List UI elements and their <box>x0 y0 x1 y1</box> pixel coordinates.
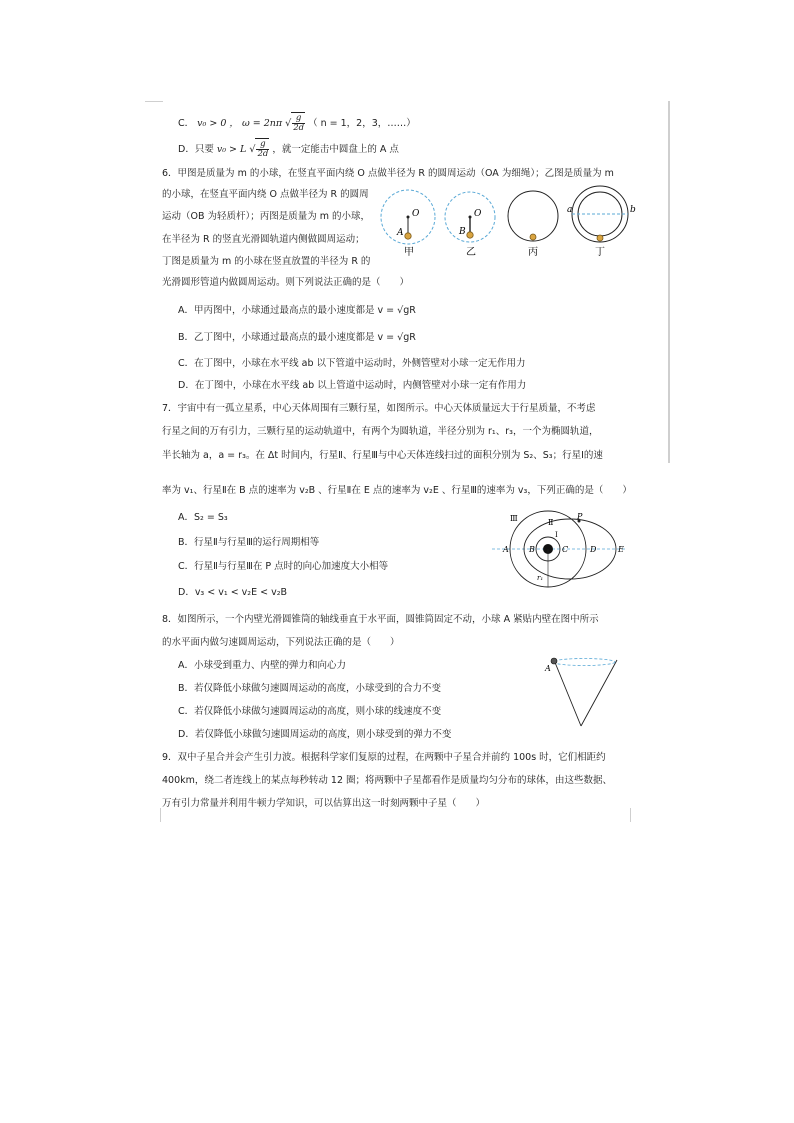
fig-bing <box>508 191 558 258</box>
q5-option-d: D．只要 v₀ > L √ $\frac{g}{2d}$ ，就一定能击中圆盘上的 A 点 <box>178 139 399 159</box>
label-b: b <box>630 205 636 215</box>
scan-edge-right <box>668 101 670 463</box>
q7-option-b: B．行星Ⅱ与行星Ⅲ的运行周期相等 <box>178 537 320 548</box>
q9-stem-line1: 9．双中子星合并会产生引力波。根据科学家们复原的过程，在两颗中子星合并前约 100s 时，它们相距约 <box>162 752 606 763</box>
q7-stem-line3: 半长轴为 a，a = r₃。在 Δt 时间内，行星Ⅱ、行星Ⅲ与中心天体连线扫过的面积分别为 S₂、S₃；行星Ⅰ的速 <box>162 450 603 461</box>
q9-stem-line3: 万有引力常量并利用牛顿力学知识，可以估算出这一时刻两颗中子星（ ） <box>162 798 486 809</box>
q5-option-c: C． v₀ > 0 ， ω = 2nπ √ $\frac{g}{2d}$ （ n = 1，2，3，……） <box>178 113 416 133</box>
label-a: a <box>567 205 573 215</box>
label-d: D <box>590 545 597 554</box>
q6-stem-line5: 丁图是质量为 m 的小球在竖直放置的半径为 R 的 <box>162 256 371 267</box>
q8-option-d: D．若仅降低小球做匀速圆周运动的高度，则小球受到的弹力不变 <box>178 729 452 740</box>
q6-option-d: D．在丁图中，小球在水平线 ab 以上管道中运动时，内侧管壁对小球一定有作用力 <box>178 380 527 391</box>
q8-stem-line2: 的水平面内做匀速圆周运动，下列说法正确的是（ ） <box>162 637 400 648</box>
q6-figure <box>375 183 640 265</box>
fig-ding <box>567 186 636 258</box>
label-r1: r₁ <box>537 574 544 582</box>
label-o: O <box>474 209 482 219</box>
q7-stem-line2: 行星之间的万有引力，三颗行星的运动轨道中，有两个为圆轨道，半径分别为 r₁、r₃，一个为椭圆轨道， <box>162 426 599 437</box>
label-bing: 丙 <box>528 247 538 258</box>
label-c: C <box>562 545 569 554</box>
q6-stem-line4: 在半径为 R 的竖直光滑圆轨道内侧做圆周运动； <box>162 234 365 245</box>
q7-option-c: C．行星Ⅱ与行星Ⅲ在 P 点时的向心加速度大小相等 <box>178 561 389 572</box>
q7-option-a: A．S₂ = S₃ <box>178 512 228 523</box>
q6-stem-line3: 运动（OB 为轻质杆）；丙图是质量为 m 的小球， <box>162 211 371 222</box>
q7-orbit-figure <box>490 510 630 592</box>
label-yi: 乙 <box>466 247 476 258</box>
label-p: P <box>577 512 583 521</box>
q6-stem-line6: 光滑圆形管道内做圆周运动。则下列说法正确的是（ ） <box>162 277 410 288</box>
fig-yi <box>445 192 495 258</box>
label-a: A <box>397 228 404 238</box>
label-b: B <box>459 227 466 237</box>
q6-option-c: C．在丁图中，小球在水平线 ab 以下管道中运动时，外侧管壁对小球一定无作用力 <box>178 358 526 369</box>
scan-edge-bottom-right <box>630 808 631 822</box>
label-e: E <box>618 545 624 554</box>
q8-option-c: C．若仅降低小球做匀速圆周运动的高度，则小球的线速度不变 <box>178 706 442 717</box>
q8-option-b: B．若仅降低小球做匀速圆周运动的高度，小球受到的合力不变 <box>178 683 442 694</box>
q7-option-d: D．v₃ < v₁ < v₂E < v₂B <box>178 587 288 598</box>
q6-option-b: B．乙丁图中，小球通过最高点的最小速度都是 v = √gR <box>178 332 416 343</box>
q8-option-a: A．小球受到重力、内壁的弹力和向心力 <box>178 660 346 671</box>
label-ding: 丁 <box>595 247 605 258</box>
label-b: B <box>529 545 535 554</box>
q8-cone-figure <box>540 650 630 732</box>
sqrt-symbol: √ $\frac{g}{2d}$ <box>249 139 269 159</box>
q6-stem-line1: 6．甲图是质量为 m 的小球，在竖直平面内绕 O 点做半径为 R 的圆周运动（OA 为细绳）；乙图是质量为 m <box>162 168 614 179</box>
label-o: O <box>412 209 420 219</box>
sqrt-symbol: √ $\frac{g}{2d}$ <box>285 113 305 133</box>
q9-stem-line2: 400km，绕二者连线上的某点每秒转动 12 圈；将两颗中子星都看作是质量均匀分布的球体，由这些数据、 <box>162 775 613 786</box>
q6-option-a: A．甲丙图中，小球通过最高点的最小速度都是 v = √gR <box>178 305 416 316</box>
scan-edge-left <box>145 101 163 102</box>
scan-edge-bottom-left <box>160 808 161 822</box>
label-ii: Ⅱ <box>548 518 554 527</box>
label-a: A <box>503 545 509 554</box>
fig-jia <box>381 190 435 258</box>
q7-stem-line1: 7．宇宙中有一孤立星系，中心天体周围有三颗行星，如图所示。中心天体质量远大于行星质量，不考虑 <box>162 403 596 414</box>
label-a: A <box>545 664 551 673</box>
label-iii: Ⅲ <box>510 514 518 523</box>
label-i: Ⅰ <box>555 531 558 539</box>
q8-stem-line1: 8．如图所示，一个内壁光滑圆锥筒的轴线垂直于水平面，圆锥筒固定不动，小球 A 紧贴内壁在图中所示 <box>162 614 599 625</box>
label-jia: 甲 <box>404 247 414 258</box>
q6-stem-line2: 的小球，在竖直平面内绕 O 点做半径为 R 的圆周 <box>162 189 369 200</box>
q7-stem-line4: 率为 v₁、行星Ⅱ在 B 点的速率为 v₂B 、行星Ⅱ在 E 点的速率为 v₂E 、行星Ⅲ的速率为 v₃，下列正确的是（ ） <box>162 485 632 496</box>
